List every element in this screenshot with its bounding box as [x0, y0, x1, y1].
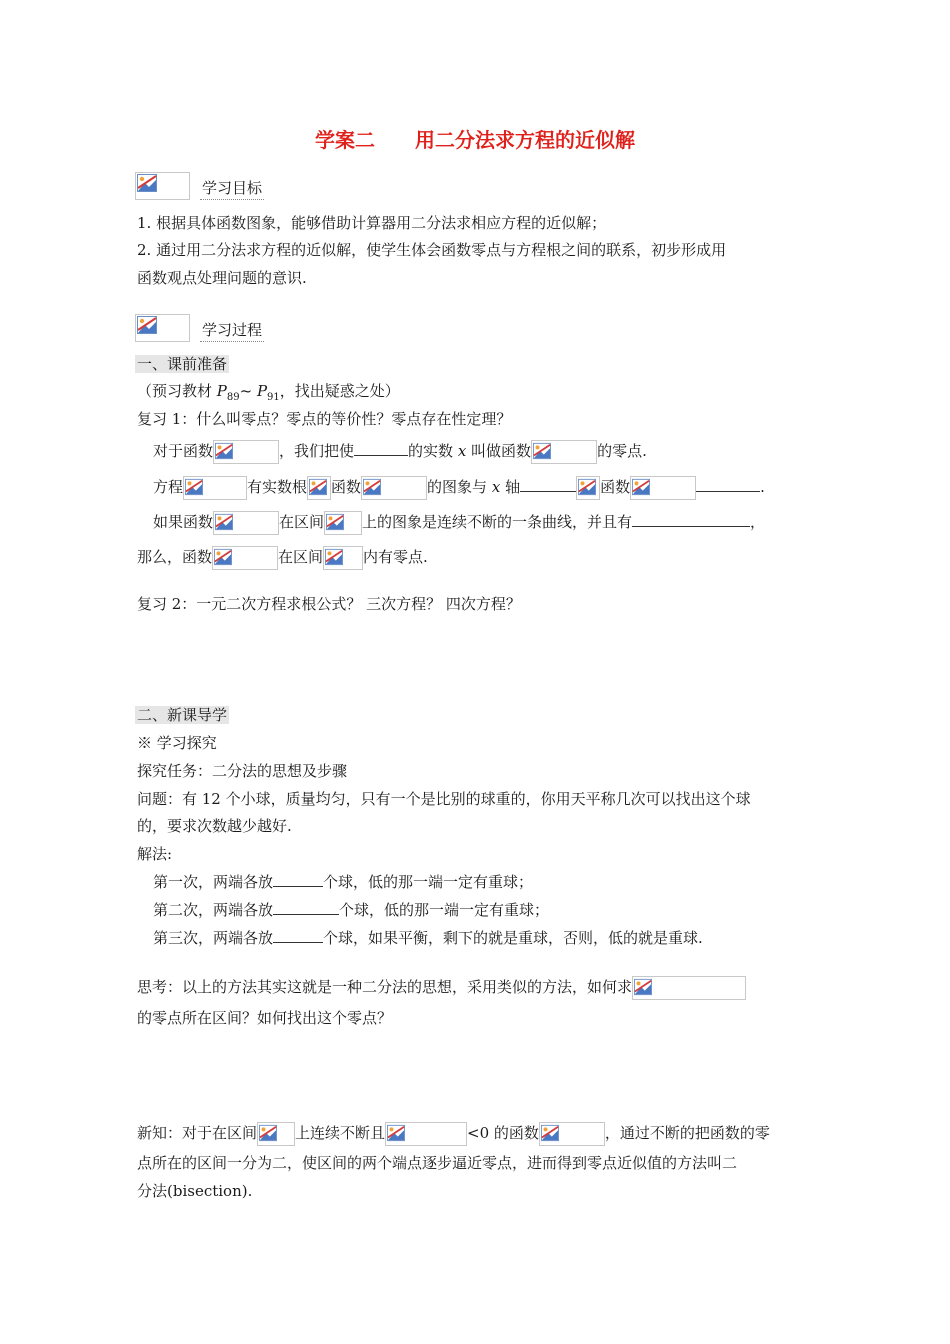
objective-item-1: 1. 根据具体函数图象，能够借助计算器用二分法求相应方程的近似解； — [137, 214, 607, 232]
objectives-header — [135, 172, 264, 200]
broken-image-icon — [135, 314, 190, 342]
var-x: x — [491, 478, 501, 496]
broken-image-icon — [183, 476, 247, 500]
p-sub-2: 91 — [267, 392, 280, 403]
think-text-a: 思考：以上的方法其实这就是一种二分法的思想，采用类似的方法，如何求 — [137, 978, 633, 996]
l2-text-f: 函数 — [600, 478, 631, 496]
step-1-text-a: 第一次，两端各放 — [153, 873, 274, 891]
l3-text-c: 上的图象是连续不断的一条曲线，并且有 — [362, 513, 633, 531]
section-1-heading-text: 一、课前准备 — [137, 355, 228, 373]
fill-blank[interactable] — [632, 512, 750, 527]
objective-item-2: 2. 通过用二分法求方程的近似解，使学生体会函数零点与方程根之间的联系，初步形成用 — [137, 241, 727, 259]
problem-line-2: 的，要求次数越少越好. — [137, 817, 292, 835]
section-2-heading-text: 二、新课导学 — [137, 706, 228, 724]
l1-text-d: 叫做函数 — [466, 442, 532, 460]
broken-image-icon — [212, 546, 278, 570]
l2-text-c: 函数 — [331, 478, 362, 496]
l1-text-c: 的实数 — [408, 442, 458, 460]
explore-task: 探究任务：二分法的思想及步骤 — [137, 762, 348, 780]
title-part-2: 用二分法求方程的近似解 — [415, 128, 635, 152]
p-sub-1: 89 — [226, 392, 240, 403]
solution-label: 解法: — [137, 845, 173, 863]
broken-image-icon — [135, 172, 190, 200]
l2-text-b: 有实数根 — [247, 478, 308, 496]
review-1: 复习 1：什么叫零点？零点的等价性？零点存在性定理？ — [137, 410, 512, 428]
broken-image-icon — [385, 1122, 467, 1146]
explore-heading: ※ 学习探究 — [137, 734, 217, 752]
process-header — [135, 314, 264, 342]
zero-definition-line — [153, 440, 647, 464]
new-knowledge-line-1 — [137, 1122, 770, 1146]
l3-text-a: 如果函数 — [153, 513, 214, 531]
broken-image-icon — [307, 476, 331, 500]
fill-blank[interactable] — [273, 872, 323, 887]
l1-text-e: 的零点. — [597, 442, 647, 460]
process-label: 学习过程 — [200, 319, 264, 342]
new-text-b: 上连续不断且 — [295, 1124, 386, 1142]
l2-text-d: 的图象与 — [427, 478, 492, 496]
preview-text-a: （预习教材 — [137, 382, 217, 400]
l2-text-g: . — [760, 478, 765, 496]
think-line-2: 的零点所在区间？如何找出这个零点？ — [137, 1009, 393, 1027]
p-letter-2: P — [256, 382, 268, 400]
title-part-1: 学案二 — [315, 128, 375, 152]
broken-image-icon — [576, 476, 600, 500]
new-knowledge-line-3: 分法(bisection). — [137, 1182, 253, 1200]
step-2-text-b: 个球，低的那一端一定有重球； — [339, 901, 550, 919]
new-text-d: ，通过不断的把函数的零 — [604, 1124, 770, 1142]
l4-text-c: 内有零点. — [363, 548, 428, 566]
l2-text-a: 方程 — [153, 478, 184, 496]
fill-blank[interactable] — [273, 900, 339, 915]
tilde: ~ — [239, 382, 257, 400]
step-2-text-a: 第二次，两端各放 — [153, 901, 274, 919]
broken-image-icon — [323, 546, 363, 570]
zero-theorem-line — [153, 511, 765, 535]
step-3-text-b: 个球，如果平衡，剩下的就是重球，否则，低的就是重球. — [323, 929, 703, 947]
broken-image-icon — [324, 511, 362, 535]
fill-blank[interactable] — [696, 477, 760, 492]
equation-root-line — [153, 476, 765, 500]
step-1-text-b: 个球，低的那一端一定有重球； — [323, 873, 534, 891]
l4-text-b: 在区间 — [278, 548, 324, 566]
l4-text-a: 那么，函数 — [137, 548, 213, 566]
broken-image-icon — [630, 476, 696, 500]
think-line-1 — [137, 976, 746, 1000]
broken-image-icon — [213, 511, 279, 535]
broken-image-icon — [361, 476, 427, 500]
broken-image-icon — [257, 1122, 295, 1146]
fill-blank[interactable] — [273, 928, 323, 943]
new-text-c: <0 的函数 — [467, 1124, 539, 1142]
review-2: 复习 2：一元二次方程求根公式？ 三次方程？ 四次方程？ — [137, 595, 521, 613]
new-knowledge-line-2: 点所在的区间一分为二，使区间的两个端点逐步逼近零点，进而得到零点近似值的方法叫二 — [137, 1154, 738, 1172]
l1-text-a: 对于函数 — [153, 442, 214, 460]
objective-item-2-cont: 函数观点处理问题的意识. — [137, 269, 307, 287]
l3-text-d: ， — [750, 513, 766, 531]
objectives-label: 学习目标 — [200, 177, 264, 200]
zero-conclusion-line — [137, 546, 428, 570]
l2-text-e: 轴 — [500, 478, 521, 496]
new-text-a: 新知：对于在区间 — [137, 1124, 258, 1142]
problem-line-1: 问题：有 12 个小球，质量均匀，只有一个是比别的球重的，你用天平称几次可以找出这个球 — [137, 790, 751, 808]
preview-text-b: ，找出疑惑之处） — [279, 382, 400, 400]
fill-blank[interactable] — [354, 441, 408, 456]
var-x: x — [457, 442, 467, 460]
section-1-heading — [135, 354, 229, 374]
preview-line — [137, 381, 400, 408]
step-2 — [153, 900, 549, 920]
step-1 — [153, 872, 533, 892]
section-2-heading — [135, 705, 229, 725]
p-letter-1: P — [216, 382, 227, 400]
step-3 — [153, 928, 703, 948]
l1-text-b: ，我们把使 — [279, 442, 355, 460]
broken-image-icon — [213, 440, 279, 464]
l3-text-b: 在区间 — [279, 513, 325, 531]
broken-image-icon — [531, 440, 597, 464]
page-title — [0, 124, 950, 153]
fill-blank[interactable] — [520, 477, 576, 492]
broken-image-icon — [632, 976, 746, 1000]
broken-image-icon — [539, 1122, 605, 1146]
step-3-text-a: 第三次，两端各放 — [153, 929, 274, 947]
